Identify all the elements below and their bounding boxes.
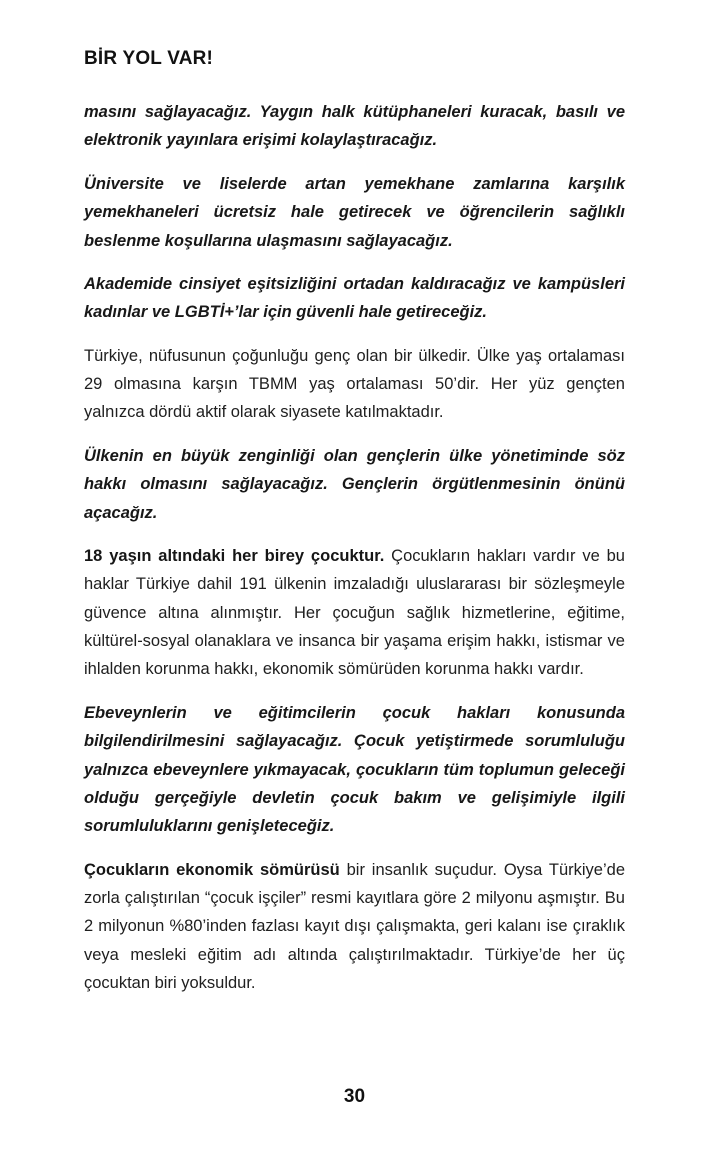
paragraph: Ülkenin en büyük zenginliği olan gençlerin ülke yönetiminde söz hakkı olmasını sağlayacağız. Gençlerin örgütlenmesinin önünü açacağız.	[84, 446, 625, 522]
paragraph	[84, 542, 625, 684]
paragraph: masını sağlayacağız. Yaygın halk kütüphaneleri kuracak, basılı ve elektronik yayınlara erişimi kolaylaştıracağız.	[84, 103, 625, 150]
page-number: 30	[343, 1086, 366, 1107]
paragraph-body-text: Çocukların hakları vardır ve bu haklar Türkiye dahil 191 ülkenin imzaladığı uluslararası bir sözleşmeyle güvence altına alınmıştır. Her çocuğun sağlık hizmetlerine, eğitime, kültürel-sosyal olanaklara ve insanca bir yaşama erişim hakkı, istismar ve ihlalden korunma hakkı, ekonomik sömürüden korunma hakkı vardır.	[84, 546, 625, 679]
paragraph: Ebeveynlerin ve eğitimcilerin çocuk hakları konusunda bilgilendirilmesini sağlayacağız. Çocuk yetiştirmede sorumluluğu yalnızca ebeveynlere yıkmayacak, çocukların tüm toplumun geleceği olduğu gerçeğiyle devletin çocuk bakım ve gelişimiyle ilgili sorumluluklarını genişleteceğiz.	[84, 703, 625, 836]
paragraph: Üniversite ve liselerde artan yemekhane zamlarına karşılık yemekhaneleri ücretsiz hale getirecek ve öğrencilerin sağlıklı beslenme koşullarına ulaşmasını sağlayacağız.	[84, 174, 625, 250]
paragraph: Türkiye, nüfusunun çoğunluğu genç olan bir ülkedir. Ülke yaş ortalaması 29 olmasına karşın TBMM yaş ortalaması 50’dir. Her yüz gençten yalnızca dördü aktif olarak siyasete katılmaktadır.	[84, 346, 625, 422]
page-content	[84, 98, 625, 1080]
paragraph-bold-lead: Çocukların ekonomik sömürüsü	[84, 860, 340, 879]
paragraph	[84, 856, 625, 998]
paragraph: Akademide cinsiyet eşitsizliğini ortadan kaldıracağız ve kampüsleri kadınlar ve LGBTİ+’lar için güvenli hale getireceğiz.	[84, 274, 625, 322]
paragraph-bold-lead: 18 yaşın altındaki her birey çocuktur.	[84, 546, 385, 565]
page-footer	[84, 1080, 625, 1112]
page-title: BİR YOL VAR!	[84, 48, 214, 69]
paragraph-body-text: bir insanlık suçudur. Oysa Türkiye’de zorla çalıştırılan “çocuk işçiler” resmi kayıtlara göre 2 milyonu aşmıştır. Bu 2 milyonun %80’inden fazlası kayıt dışı çalışmakta, geri kalanı ise çıraklık veya mesleki eğitim adı altında çalıştırılmaktadır. Türkiye’de her üç çocuktan biri yoksuldur.	[84, 860, 625, 993]
